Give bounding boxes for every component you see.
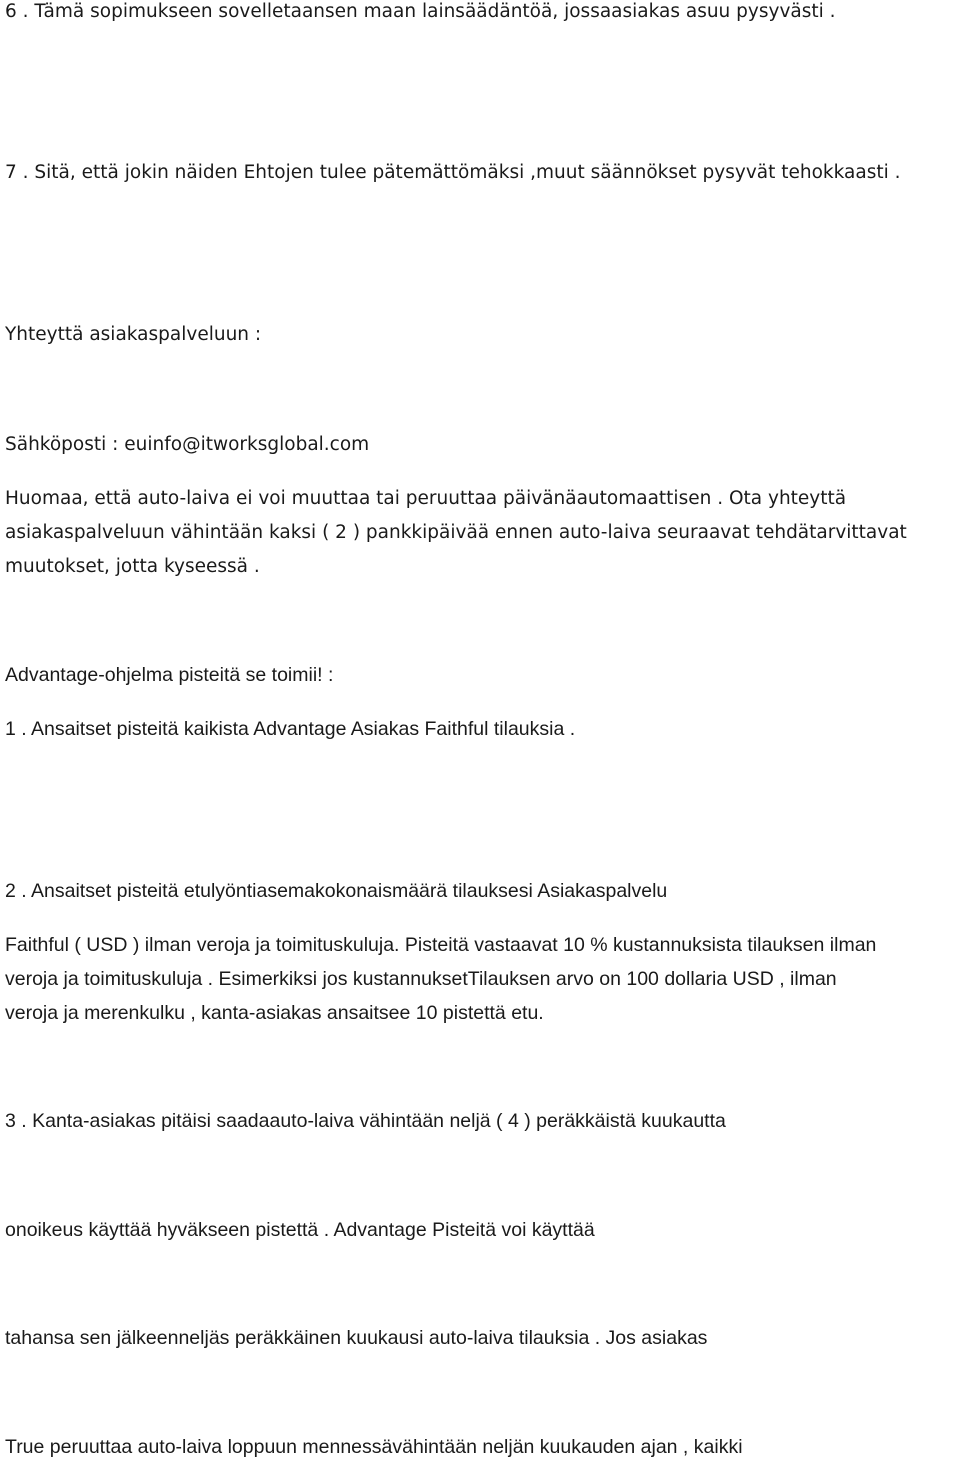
clause-7-text: 7 . Sitä, että jokin näiden Ehtojen tulee pätemättömäksi ,muut säännökset pysyvät tehokkaasti . [5, 162, 901, 183]
advantage-point-3-line-3: tahansa sen jälkeenneljäs peräkkäinen kuukausi auto-laiva tilauksia . Jos asiakas [5, 1327, 708, 1349]
advantage-point-2: 2 . Ansaitset pisteitä etulyöntiasemakokonaismäärä tilauksesi Asiakaspalvelu [5, 880, 668, 902]
email-line: Sähköposti : euinfo@itworksglobal.com [5, 434, 370, 455]
advantage-point-1: 1 . Ansaitset pisteitä kaikista Advantage Asiakas Faithful tilauksia . [5, 718, 576, 740]
notice-line-2: asiakaspalveluun vähintään kaksi ( 2 ) pankkipäivää ennen auto-laiva seuraavat tehdätarvittavat [5, 522, 907, 543]
advantage-heading: Advantage-ohjelma pisteitä se toimii! : [5, 664, 334, 686]
advantage-point-2-line-2: Faithful ( USD ) ilman veroja ja toimituskuluja. Pisteitä vastaavat 10 % kustannuksista tilauksen ilman [5, 934, 877, 956]
advantage-point-3: 3 . Kanta-asiakas pitäisi saadaauto-laiva vähintään neljä ( 4 ) peräkkäistä kuukautta [5, 1110, 726, 1132]
clause-6-text: 6 . Tämä sopimukseen sovelletaansen maan lainsäädäntöä, jossaasiakas asuu pysyvästi . [5, 1, 836, 22]
notice-line-1: Huomaa, että auto-laiva ei voi muuttaa tai peruuttaa päivänäautomaattisen . Ota yhteyttä [5, 488, 847, 509]
advantage-point-3-line-2: onoikeus käyttää hyväkseen pistettä . Advantage Pisteitä voi käyttää [5, 1219, 595, 1241]
advantage-point-2-line-3: veroja ja toimituskuluja . Esimerkiksi jos kustannuksetTilauksen arvo on 100 dollaria USD , ilman [5, 968, 837, 990]
contact-heading: Yhteyttä asiakaspalveluun : [5, 324, 262, 345]
notice-line-3: muutokset, jotta kyseessä . [5, 556, 260, 577]
advantage-point-3-line-4: True peruuttaa auto-laiva loppuun mennessävähintään neljän kuukauden ajan , kaikki [5, 1436, 743, 1458]
advantage-point-2-line-4: veroja ja merenkulku , kanta-asiakas ansaitsee 10 pistettä etu. [5, 1002, 544, 1024]
